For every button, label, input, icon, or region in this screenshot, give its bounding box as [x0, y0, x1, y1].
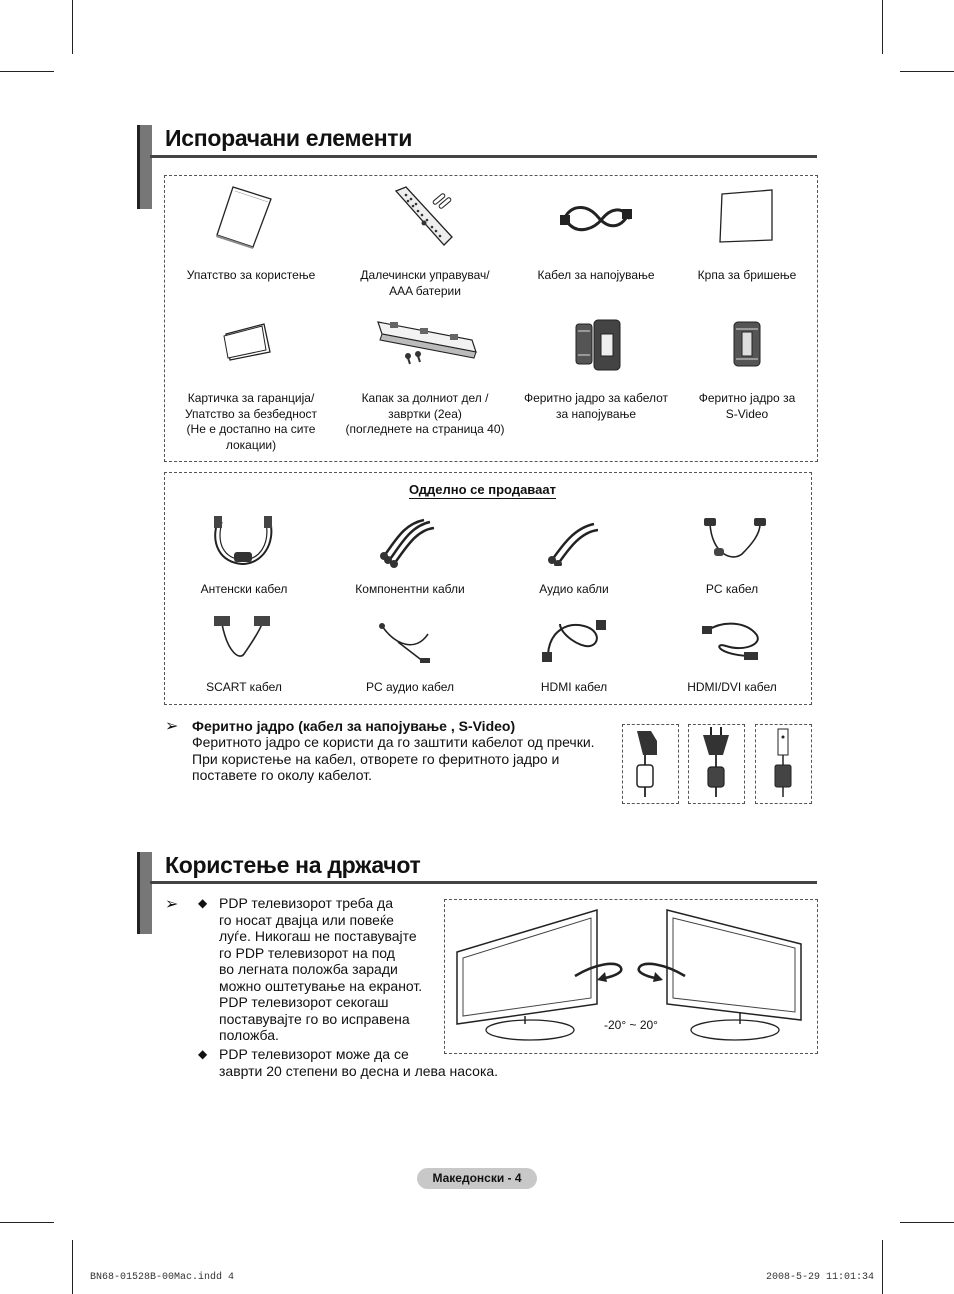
- crop-mark: [72, 1240, 73, 1294]
- crop-mark: [0, 1222, 54, 1223]
- item-label-text: SCART кабел: [206, 680, 282, 694]
- ferrite-on-angled-plug-icon: [623, 725, 677, 801]
- item-label: [330, 680, 490, 696]
- hdmi-cable-icon: [540, 614, 608, 666]
- item-label-text: Кабел за напојување: [537, 268, 655, 282]
- item-label: [516, 391, 676, 422]
- print-slug-date: 2008-5-29 11:01:34: [766, 1272, 875, 1283]
- hdmi-dvi-cable-icon: [700, 614, 770, 666]
- crop-mark: [900, 1222, 954, 1223]
- cloth-icon: [716, 188, 776, 246]
- section-rule: [150, 881, 817, 884]
- bottom-cover-icon: [372, 318, 480, 366]
- pc-cable-icon: [702, 514, 768, 568]
- item-label-text: HDMI кабел: [540, 680, 608, 694]
- stand-bullet-2: PDP телевизорот може да се заврти 20 степени во десна и лева насока.: [219, 1046, 499, 1079]
- item-label-text: HDMI/DVI кабел: [687, 680, 777, 694]
- section-bar: [137, 852, 152, 934]
- ferrite-note-body: Феритното јадро се користи да го заштити кабелот од пречки. При користење на кабел, отворете го феритното јадро и поставете го околу кабелот.: [192, 734, 595, 783]
- audio-cables-icon: [546, 518, 602, 566]
- stand-bullet-1: PDP телевизорот треба да го носат двајца или повеќе луѓе. Никогаш не поставувајте го PDP телевизорот на под во легната положба заради можно оштетување на екранот. PDP телевизорот секогаш поставувајте го во исправена положба.: [219, 895, 423, 1043]
- crop-mark: [882, 0, 883, 54]
- item-label-text: Крпа за бришење: [697, 268, 797, 282]
- item-label-text: Антенски кабел: [200, 582, 288, 596]
- item-label-text: Капак за долниот дел / завртки (2ea) (погледнете на страница 40): [345, 391, 505, 436]
- item-label-text: Упатство за користење: [186, 268, 316, 282]
- item-label: [171, 391, 331, 453]
- print-slug-file: BN68-01528B-00Mac.indd 4: [90, 1272, 235, 1283]
- note-arrow-icon: ➢: [165, 896, 179, 913]
- note-arrow-icon: ➢: [165, 718, 179, 735]
- ferrite-core-power-icon: [570, 316, 626, 374]
- component-cables-icon: [380, 516, 440, 568]
- item-label: [494, 680, 654, 696]
- item-label-text: Аудио кабли: [539, 582, 609, 596]
- sold-separately-heading: Одделно се продаваат: [409, 482, 556, 497]
- item-label: [164, 680, 324, 696]
- section-title-stand: Користење на држачот: [165, 852, 421, 878]
- crop-mark: [0, 71, 54, 72]
- ferrite-core-svideo-icon: [730, 318, 766, 370]
- section-bar: [137, 125, 152, 209]
- item-label: [667, 391, 827, 422]
- item-label-text: Феритно јадро за кабелот за напојување: [523, 391, 669, 421]
- item-label-text: PC аудио кабел: [365, 680, 455, 694]
- section-title-supplied: Испорачани елементи: [165, 125, 413, 151]
- crop-mark: [72, 0, 73, 54]
- ferrite-on-svideo-plug-icon: [756, 725, 810, 801]
- warranty-card-icon: [222, 322, 274, 362]
- scart-cable-icon: [212, 614, 272, 664]
- diamond-bullet-icon: ◆: [198, 1047, 208, 1061]
- item-label: [345, 268, 505, 299]
- power-cable-icon: [558, 195, 634, 240]
- remote-icon: [390, 185, 460, 250]
- diamond-bullet-icon: ◆: [198, 896, 208, 910]
- rotation-angle-label: -20° ~ 20°: [604, 1018, 658, 1032]
- item-label-text: Картичка за гаранција/ Упатство за безбедност (Не е достапно на сите локации): [184, 391, 318, 452]
- ferrite-note-title: Феритно јадро (кабел за напојување , S-Video): [192, 718, 516, 734]
- item-label: [667, 268, 827, 284]
- item-label: [164, 582, 324, 598]
- item-label-text: PC кабел: [705, 582, 759, 596]
- crop-mark: [882, 1240, 883, 1294]
- item-label: [330, 582, 490, 598]
- manual-icon: [213, 185, 273, 250]
- item-label-text: Феритно јадро за S-Video: [698, 391, 796, 421]
- item-label: [516, 268, 676, 284]
- antenna-cable-icon: [210, 514, 280, 570]
- item-label: [171, 268, 331, 284]
- page-number-badge: Македонски - 4: [417, 1168, 537, 1189]
- ferrite-on-power-plug-icon: [689, 725, 743, 801]
- item-label: [652, 582, 812, 598]
- item-label-text: Компонентни кабли: [355, 582, 465, 596]
- item-label: [652, 680, 812, 696]
- item-label-text: Далечински управувач/ AAA батерии: [360, 268, 490, 298]
- pc-audio-cable-icon: [376, 616, 440, 666]
- section-rule: [150, 155, 817, 158]
- item-label: [494, 582, 654, 598]
- crop-mark: [900, 71, 954, 72]
- item-label: [340, 391, 510, 438]
